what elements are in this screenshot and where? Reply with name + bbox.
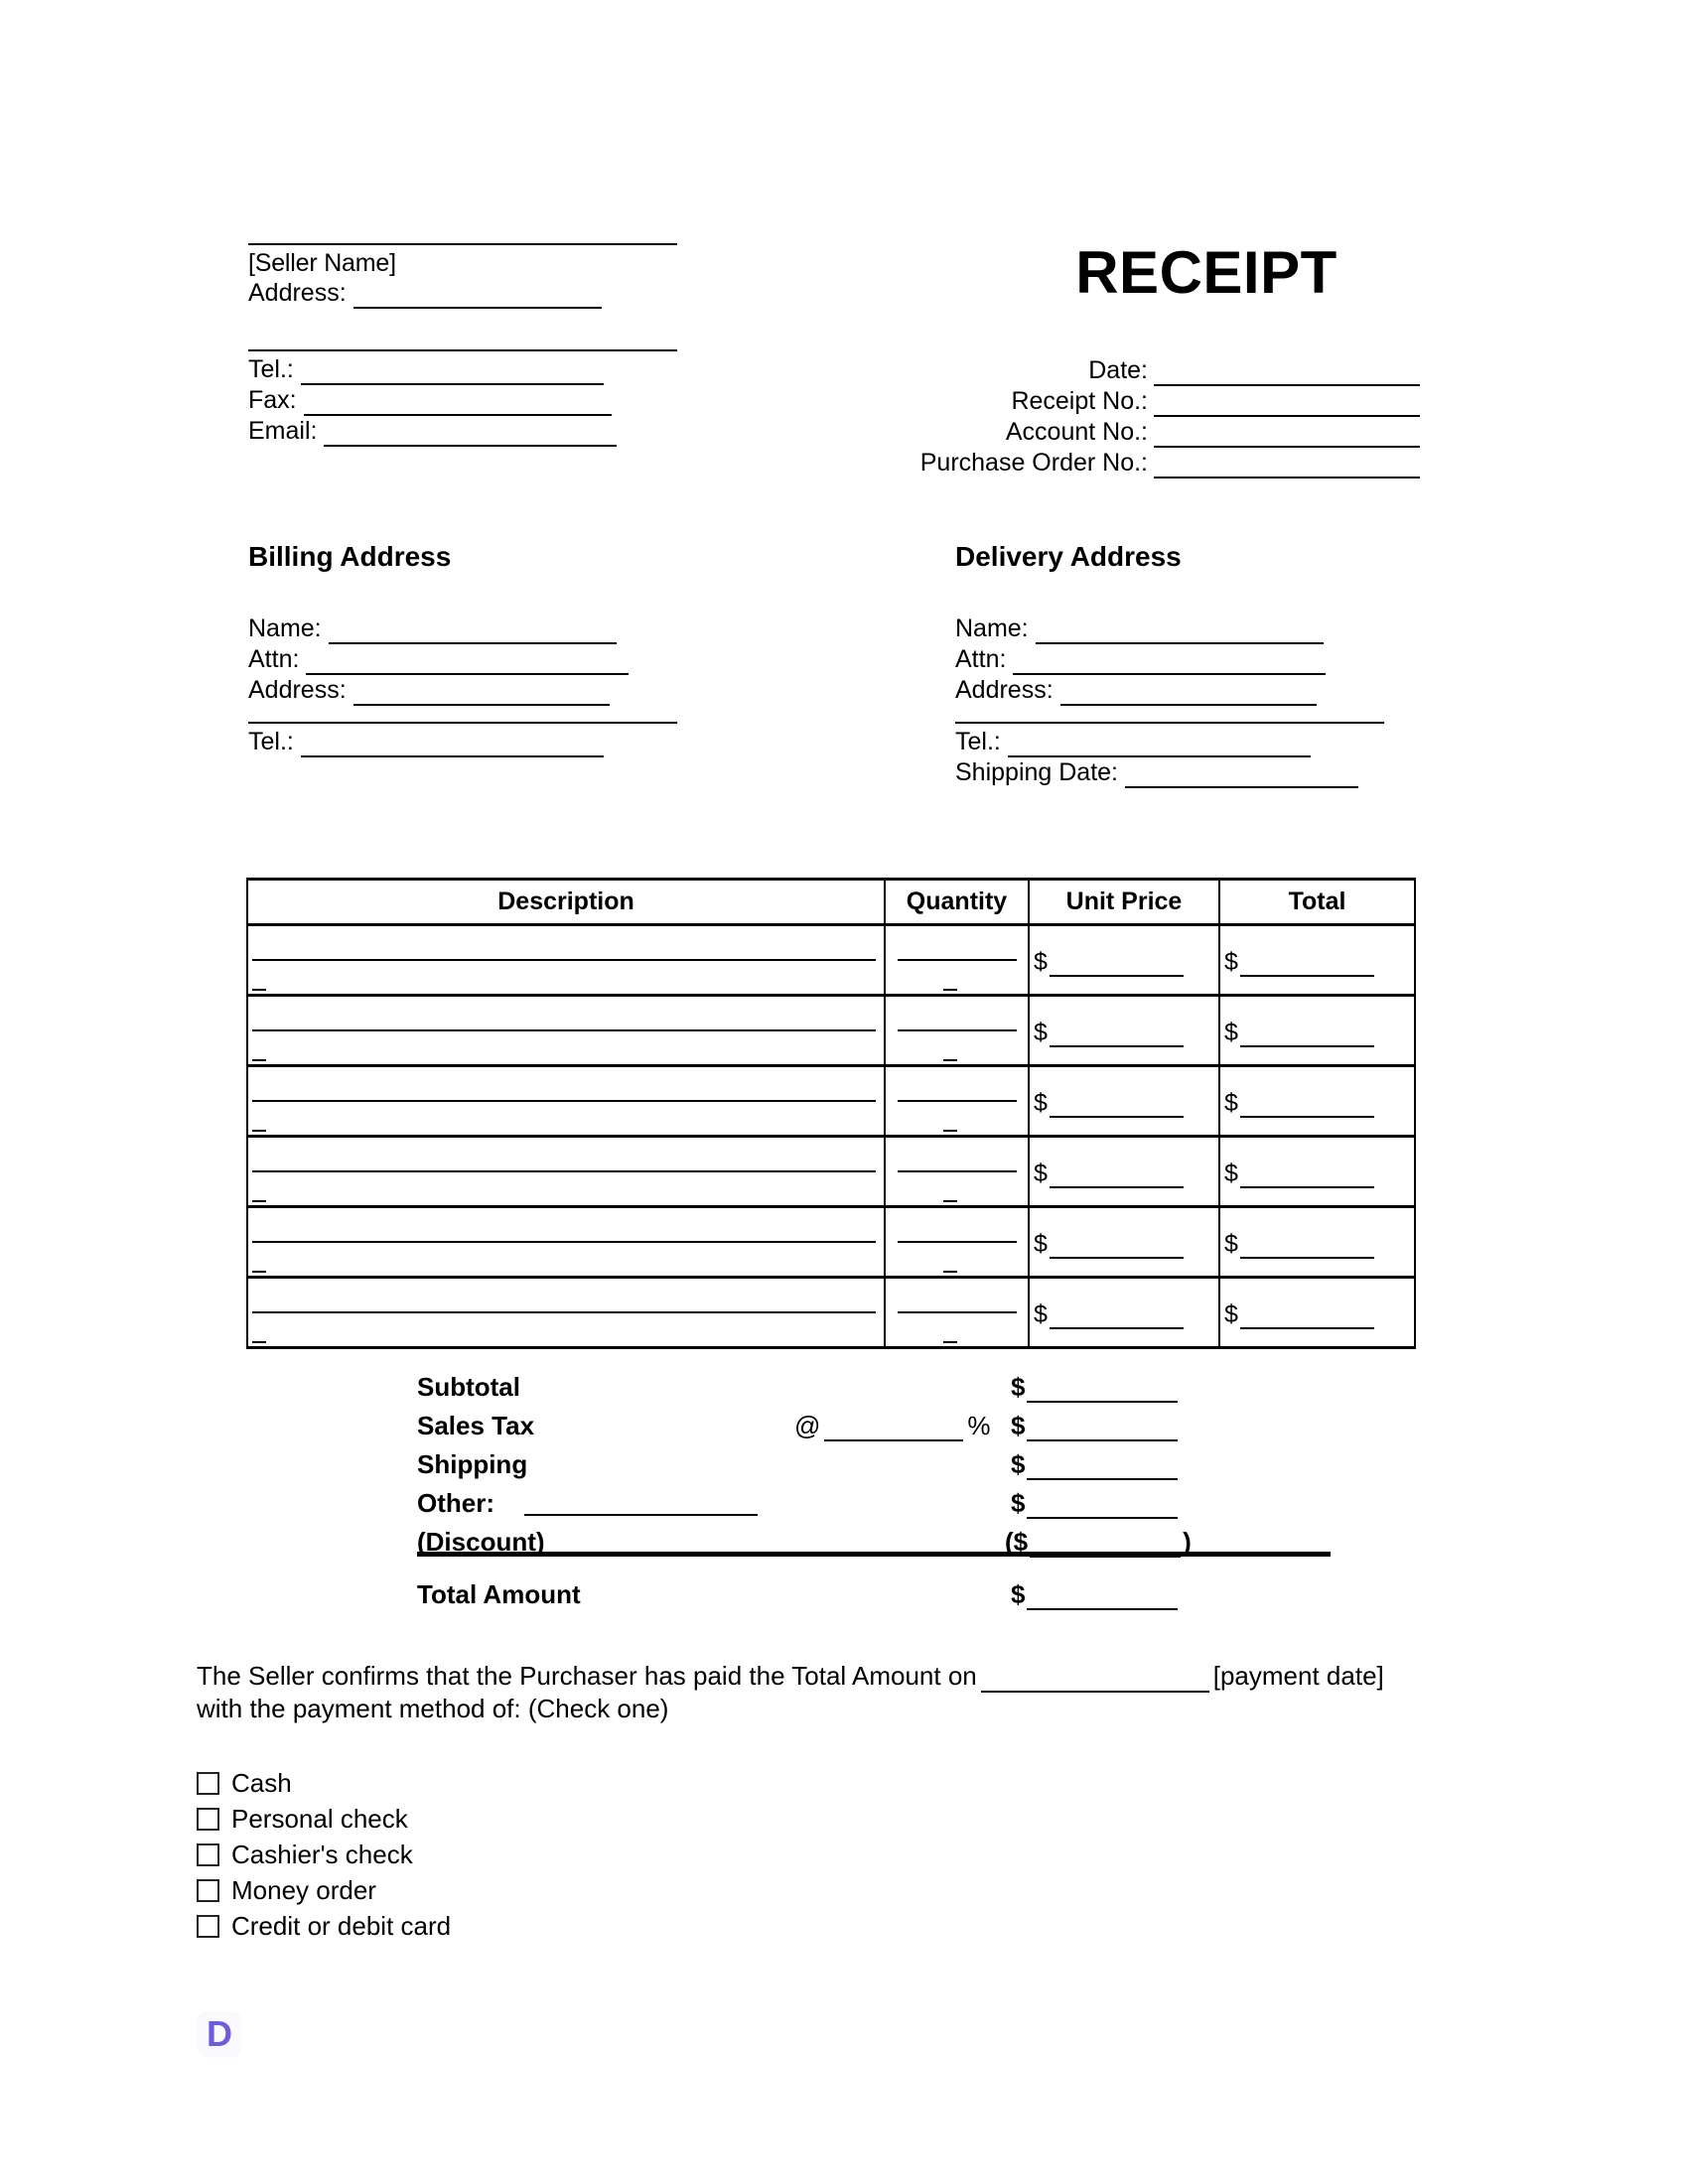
table-row	[247, 996, 1415, 1066]
billing-tel-label: Tel.:	[248, 728, 294, 755]
payment-method-label: Personal check	[231, 1804, 408, 1834]
account-no-rule[interactable]	[1154, 424, 1420, 448]
other-description-rule[interactable]	[524, 1514, 758, 1516]
page-title: RECEIPT	[1075, 239, 1337, 306]
cell-unit-price[interactable]	[1029, 1278, 1219, 1348]
cell-quantity[interactable]	[885, 1207, 1029, 1278]
seller-name: [Seller Name]	[248, 249, 396, 277]
subtotal-currency: $	[1011, 1372, 1026, 1402]
billing-address-heading: Billing Address	[248, 541, 452, 572]
unit-price-field[interactable]	[1034, 1160, 1184, 1188]
discount-open-paren: ($	[1005, 1527, 1029, 1557]
column-header-unit-price: Unit Price	[1029, 880, 1219, 925]
delivery-attn-field[interactable]	[955, 644, 1392, 675]
seller-email-field[interactable]	[248, 416, 695, 447]
description-rule[interactable]	[252, 1241, 876, 1243]
total-amount-label: Total Amount	[417, 1579, 581, 1609]
quantity-rule-stub[interactable]	[943, 1341, 957, 1343]
receipt-no-label: Receipt No.:	[1011, 387, 1148, 415]
seller-email-label: Email:	[248, 417, 318, 445]
seller-name-rule	[248, 243, 677, 245]
quantity-rule[interactable]	[898, 1029, 1017, 1031]
shipping-amount-field[interactable]	[1011, 1449, 1178, 1480]
cell-unit-price[interactable]	[1029, 1207, 1219, 1278]
table-row	[247, 1278, 1415, 1348]
billing-address-rule-2[interactable]	[248, 722, 677, 724]
total-rule[interactable]	[1240, 1115, 1374, 1118]
cell-total[interactable]	[1219, 996, 1415, 1066]
payment-method-option[interactable]	[197, 1801, 451, 1837]
total-currency: $	[1224, 948, 1238, 976]
billing-address-rule[interactable]	[353, 703, 610, 706]
line-items-table	[246, 878, 1416, 1349]
cell-unit-price[interactable]	[1029, 996, 1219, 1066]
description-rule-stub[interactable]	[252, 1200, 266, 1202]
delivery-address-block	[955, 614, 1392, 788]
sales-tax-percent-symbol: %	[967, 1411, 991, 1440]
unit-price-rule[interactable]	[1050, 1115, 1184, 1118]
column-header-quantity: Quantity	[885, 880, 1029, 925]
seller-address-label: Address:	[248, 279, 347, 307]
delivery-address-field[interactable]	[955, 675, 1392, 706]
billing-tel-rule[interactable]	[301, 754, 604, 757]
total-currency: $	[1224, 1300, 1238, 1328]
total-rule[interactable]	[1240, 974, 1374, 977]
checkbox-icon[interactable]	[197, 1772, 219, 1795]
cell-unit-price[interactable]	[1029, 1066, 1219, 1137]
seller-tel-label: Tel.:	[248, 355, 294, 383]
other-label: Other:	[417, 1488, 494, 1518]
payment-method-option[interactable]	[197, 1837, 451, 1872]
seller-fax-field[interactable]	[248, 385, 695, 416]
shipping-rule[interactable]	[1027, 1477, 1178, 1480]
payment-method-label: Money order	[231, 1875, 376, 1905]
quantity-rule-stub[interactable]	[943, 1059, 957, 1061]
other-currency: $	[1011, 1488, 1026, 1518]
cell-unit-price[interactable]	[1029, 925, 1219, 996]
payment-method-option[interactable]	[197, 1908, 451, 1944]
quantity-rule[interactable]	[898, 1170, 1017, 1172]
description-rule-stub[interactable]	[252, 1271, 266, 1273]
sales-tax-rate-rule[interactable]	[824, 1438, 963, 1441]
quantity-rule[interactable]	[898, 1100, 1017, 1102]
total-amount-currency: $	[1011, 1579, 1026, 1609]
total-field[interactable]	[1224, 1019, 1374, 1047]
cell-description[interactable]	[247, 1278, 885, 1348]
account-no-label: Account No.:	[1005, 418, 1148, 446]
brand-logo: D	[197, 2011, 242, 2057]
billing-attn-label: Attn:	[248, 645, 300, 673]
cell-description[interactable]	[247, 1207, 885, 1278]
unit-price-rule[interactable]	[1050, 1326, 1184, 1329]
sales-tax-currency: $	[1011, 1411, 1026, 1440]
unit-price-field[interactable]	[1034, 1230, 1184, 1259]
confirmation-text-after: [payment date]	[1212, 1661, 1384, 1691]
billing-attn-field[interactable]	[248, 644, 685, 675]
delivery-address-rule[interactable]	[1060, 703, 1317, 706]
cell-total[interactable]	[1219, 1066, 1415, 1137]
table-header-row	[247, 880, 1415, 925]
discount-close-paren: )	[1183, 1527, 1192, 1557]
delivery-tel-field[interactable]	[955, 727, 1392, 757]
totals-row-sales-tax	[417, 1411, 1311, 1449]
payment-methods-list	[197, 1765, 451, 1944]
cell-description[interactable]	[247, 925, 885, 996]
description-rule-stub[interactable]	[252, 1130, 266, 1132]
line-items-header	[247, 880, 1415, 925]
shipping-date-label: Shipping Date:	[955, 758, 1119, 786]
confirmation-line-two: with the payment method of: (Check one)	[197, 1694, 669, 1723]
checkbox-icon[interactable]	[197, 1879, 219, 1902]
cell-quantity[interactable]	[885, 925, 1029, 996]
purchase-order-no-rule[interactable]	[1154, 455, 1420, 478]
cell-description[interactable]	[247, 996, 885, 1066]
delivery-address-label: Address:	[955, 676, 1054, 704]
description-rule[interactable]	[252, 959, 876, 961]
cell-quantity[interactable]	[885, 996, 1029, 1066]
description-rule[interactable]	[252, 1311, 876, 1313]
total-rule[interactable]	[1240, 1326, 1374, 1329]
shipping-date-rule[interactable]	[1125, 785, 1358, 788]
purchase-order-no-label: Purchase Order No.:	[919, 449, 1148, 477]
unit-price-rule[interactable]	[1050, 974, 1184, 977]
date-label: Date:	[1088, 356, 1148, 384]
subtotal-rule[interactable]	[1027, 1400, 1178, 1403]
billing-address-label: Address:	[248, 676, 347, 704]
table-row	[247, 1207, 1415, 1278]
delivery-tel-label: Tel.:	[955, 728, 1001, 755]
cell-quantity[interactable]	[885, 1066, 1029, 1137]
totals-row-total-amount	[417, 1579, 1311, 1618]
seller-contact-top-rule	[248, 349, 677, 351]
delivery-address-rule-2[interactable]	[955, 722, 1384, 724]
total-field[interactable]	[1224, 1300, 1374, 1329]
payment-method-label: Credit or debit card	[231, 1911, 452, 1941]
cell-total[interactable]	[1219, 925, 1415, 996]
cell-total[interactable]	[1219, 1207, 1415, 1278]
quantity-rule[interactable]	[898, 1241, 1017, 1243]
billing-tel-field[interactable]	[248, 727, 685, 757]
cell-quantity[interactable]	[885, 1137, 1029, 1207]
payment-method-label: Cash	[231, 1768, 292, 1798]
total-field[interactable]	[1224, 1160, 1374, 1188]
sales-tax-amount-field[interactable]	[1011, 1411, 1178, 1441]
seller-address-field[interactable]	[248, 278, 685, 309]
unit-price-rule[interactable]	[1050, 1185, 1184, 1188]
description-rule[interactable]	[252, 1100, 876, 1102]
billing-address-block	[248, 614, 685, 757]
description-rule-stub[interactable]	[252, 1059, 266, 1061]
payment-method-option[interactable]	[197, 1765, 451, 1801]
cell-unit-price[interactable]	[1029, 1137, 1219, 1207]
line-items-body	[247, 925, 1415, 1348]
meta-row-purchase-order-no[interactable]	[824, 448, 1420, 478]
total-field[interactable]	[1224, 948, 1374, 977]
receipt-no-rule[interactable]	[1154, 393, 1420, 417]
unit-price-field[interactable]	[1034, 1300, 1184, 1329]
other-rule[interactable]	[1027, 1516, 1178, 1519]
delivery-name-field[interactable]	[955, 614, 1392, 644]
totals-row-subtotal	[417, 1372, 1311, 1411]
total-rule[interactable]	[1240, 1256, 1374, 1259]
delivery-attn-label: Attn:	[955, 645, 1007, 673]
table-row	[247, 1066, 1415, 1137]
checkbox-icon[interactable]	[197, 1843, 219, 1866]
cell-description[interactable]	[247, 1066, 885, 1137]
quantity-rule[interactable]	[898, 959, 1017, 961]
seller-tel-field[interactable]	[248, 354, 695, 385]
date-rule[interactable]	[1154, 362, 1420, 386]
billing-name-field[interactable]	[248, 614, 685, 644]
totals-row-shipping	[417, 1449, 1311, 1488]
unit-price-currency: $	[1034, 1160, 1048, 1187]
total-currency: $	[1224, 1089, 1238, 1117]
total-rule[interactable]	[1240, 1185, 1374, 1188]
total-amount-rule[interactable]	[1027, 1607, 1178, 1610]
table-row	[247, 925, 1415, 996]
description-rule[interactable]	[252, 1170, 876, 1172]
unit-price-rule[interactable]	[1050, 1044, 1184, 1047]
sales-tax-at-symbol: @	[794, 1411, 821, 1440]
unit-price-field[interactable]	[1034, 1089, 1184, 1118]
meta-row-account-no[interactable]	[824, 417, 1420, 448]
unit-price-rule[interactable]	[1050, 1256, 1184, 1259]
other-amount-field[interactable]	[1011, 1488, 1178, 1519]
meta-row-receipt-no[interactable]	[824, 386, 1420, 417]
billing-name-label: Name:	[248, 614, 322, 642]
seller-address-rule[interactable]	[353, 306, 602, 309]
unit-price-currency: $	[1034, 1089, 1048, 1117]
checkbox-icon[interactable]	[197, 1915, 219, 1938]
quantity-rule-stub[interactable]	[943, 1271, 957, 1273]
payment-method-option[interactable]	[197, 1872, 451, 1908]
cell-description[interactable]	[247, 1137, 885, 1207]
totals-row-other	[417, 1488, 1311, 1527]
payment-date-rule[interactable]	[981, 1690, 1209, 1693]
discount-label: (Discount)	[417, 1527, 545, 1557]
total-field[interactable]	[1224, 1230, 1374, 1259]
total-field[interactable]	[1224, 1089, 1374, 1118]
totals-divider	[417, 1552, 1331, 1557]
unit-price-currency: $	[1034, 1230, 1048, 1258]
shipping-label: Shipping	[417, 1449, 528, 1479]
quantity-rule[interactable]	[898, 1311, 1017, 1313]
description-rule-stub[interactable]	[252, 989, 266, 991]
sales-tax-rate-field[interactable]	[794, 1411, 991, 1441]
unit-price-currency: $	[1034, 1019, 1048, 1046]
column-header-description: Description	[247, 880, 885, 925]
quantity-rule-stub[interactable]	[943, 989, 957, 991]
payment-method-label: Cashier's check	[231, 1840, 413, 1869]
totals-section	[417, 1372, 1311, 1618]
table-row	[247, 1137, 1415, 1207]
sales-tax-label: Sales Tax	[417, 1411, 535, 1440]
total-rule[interactable]	[1240, 1044, 1374, 1047]
delivery-shipping-date-field[interactable]	[955, 757, 1392, 788]
total-amount-field[interactable]	[1011, 1579, 1178, 1610]
quantity-rule-stub[interactable]	[943, 1200, 957, 1202]
total-currency: $	[1224, 1019, 1238, 1046]
totals-row-discount	[417, 1527, 1311, 1566]
cell-total[interactable]	[1219, 1137, 1415, 1207]
description-rule[interactable]	[252, 1029, 876, 1031]
receipt-meta-block	[824, 355, 1420, 478]
seller-fax-label: Fax:	[248, 386, 297, 414]
unit-price-field[interactable]	[1034, 1019, 1184, 1047]
cell-total[interactable]	[1219, 1278, 1415, 1348]
seller-contact-block	[248, 349, 695, 447]
quantity-rule-stub[interactable]	[943, 1130, 957, 1132]
unit-price-currency: $	[1034, 948, 1048, 976]
sales-tax-rule[interactable]	[1027, 1438, 1178, 1441]
confirmation-text-before: The Seller confirms that the Purchaser has paid the Total Amount on	[197, 1661, 977, 1691]
cell-quantity[interactable]	[885, 1278, 1029, 1348]
seller-email-rule[interactable]	[324, 444, 617, 447]
billing-address-field[interactable]	[248, 675, 685, 706]
total-currency: $	[1224, 1230, 1238, 1258]
shipping-currency: $	[1011, 1449, 1026, 1479]
subtotal-amount-field[interactable]	[1011, 1372, 1178, 1403]
description-rule-stub[interactable]	[252, 1341, 266, 1343]
unit-price-field[interactable]	[1034, 948, 1184, 977]
unit-price-currency: $	[1034, 1300, 1048, 1328]
delivery-name-label: Name:	[955, 614, 1029, 642]
subtotal-label: Subtotal	[417, 1372, 520, 1402]
seller-info-block	[248, 243, 685, 309]
total-currency: $	[1224, 1160, 1238, 1187]
checkbox-icon[interactable]	[197, 1808, 219, 1831]
payment-confirmation-text	[197, 1660, 1477, 1725]
column-header-total: Total	[1219, 880, 1415, 925]
delivery-address-heading: Delivery Address	[955, 541, 1182, 572]
meta-row-date[interactable]	[824, 355, 1420, 386]
